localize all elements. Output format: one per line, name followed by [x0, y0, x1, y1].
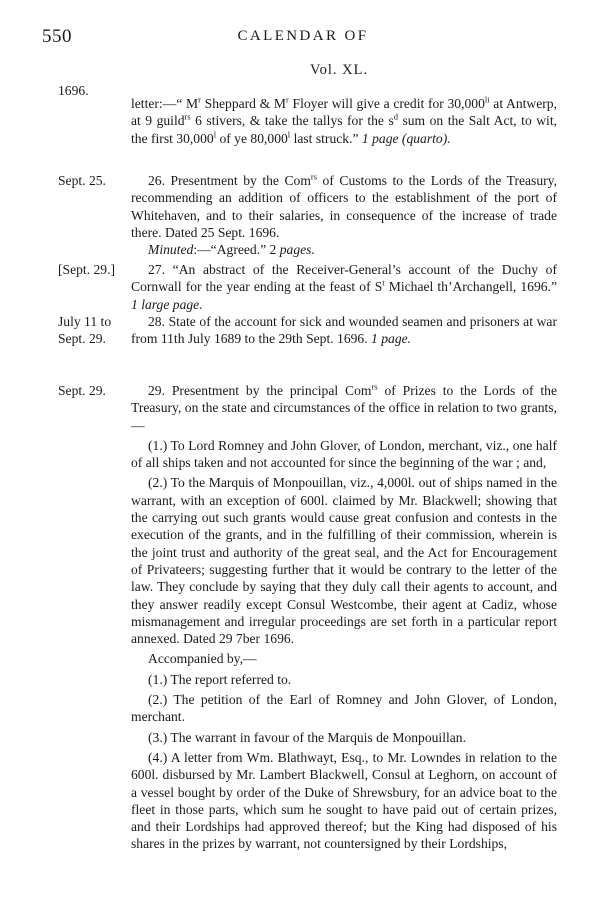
superscript: rs	[184, 111, 191, 122]
page-header	[0, 26, 606, 50]
text-run: at Antwerp, at 9 guild	[131, 96, 557, 129]
entry-text	[131, 382, 557, 434]
text-run: Sheppard & M	[200, 96, 286, 111]
entry-text	[131, 95, 557, 147]
text-run: 29. Presentment by the principal Com	[148, 383, 372, 398]
superscript: rs	[371, 381, 378, 392]
entry-text	[131, 172, 557, 241]
superscript: d	[393, 111, 398, 122]
entry-date: Sept. 25.	[58, 173, 106, 188]
text-run: 6 stivers, & take the tallys for the s	[190, 113, 394, 129]
text-run: sum on the Salt Act, to wit, the first 30,000	[131, 113, 557, 146]
page-count: 1 large page.	[131, 296, 203, 312]
enclosure-3: (3.) The warrant in favour of the Marquis de Monpouillan.	[148, 729, 466, 745]
text-run: of Customs to the Lords of the Treasury, recommending an addition of officers to the establishment of the port of Whitehaven, and to their salaries, in consequence of the increase of trade there. Dated 25 Sept. 1696.	[131, 173, 557, 240]
superscript: t	[382, 277, 385, 288]
superscript: l	[287, 129, 291, 140]
superscript: l	[213, 129, 217, 140]
entry-date-end: Sept. 29.	[58, 331, 106, 346]
grant-1: (1.) To Lord Romney and John Glover, of London, merchant, viz., one half of all ships taken and not accounted for since the beginning of the war ; and,	[131, 437, 557, 471]
enclosure-2: (2.) The petition of the Earl of Romney and John Glover, of London, merchant.	[131, 692, 557, 725]
page-count: 1 page.	[371, 331, 412, 347]
entry-date: July 11 to	[58, 314, 112, 329]
page-number: 550	[42, 26, 72, 47]
text-run: 28. State of the account for sick and wounded seamen and prisoners at war from 11th July 1689 to the 29th Sept. 1696.	[131, 314, 557, 347]
minute-label: Minuted	[148, 242, 194, 258]
accompanied-by: Accompanied by,—	[148, 651, 257, 667]
text-run: last struck.”	[290, 130, 362, 146]
text-run: of Prizes to the Lords of the Treasury, on the state and circumstances of the office in relation to two grants,—	[131, 383, 557, 433]
minute-pages: pages.	[279, 242, 315, 258]
text-run: letter:—“ M	[131, 96, 199, 111]
superscript: li	[484, 94, 490, 105]
text-run: 26. Presentment by the Com	[148, 173, 311, 188]
running-title: CALENDAR OF	[237, 28, 369, 44]
entry-26	[131, 172, 557, 258]
grant-2: (2.) To the Marquis of Monpouillan, viz., 4,000l. out of ships named in the warrant, with an exception of 600l. claimed by Mr. Blackwell; showing that the carrying out such grants would cause great confusion and contests in the execution of the grants, and in the fulfilling of their commission, wherein is the joint trust and authority of the great seal, and the Act for Encouragement of Privateers; suggesting further that it would be contrary to the letter of the law. They conclude by saying that they duly call their agents to account, and they answer readily except Consul Westcombe, their agent at Cadiz, whose mismanagement and irregular proceedings are set forth in a particular report annexed. Dated 29 7ber 1696.	[131, 475, 557, 647]
entry-date: [Sept. 29.]	[58, 262, 116, 277]
enclosure-4: (4.) A letter from Wm. Blathwayt, Esq., to Mr. Lowndes in relation to the 600l. disbursed by Mr. Lambert Blackwell, Consul at Leghorn, on account of a vessel bought by order of the Duke of Shrewsbury, for an advice boat to the fleet in those parts, which sum he sought to have paid out of certain prizes, and their Lordships had approved thereof; but the King had disposed of his shares in the prizes by warrant, not countersigned by their Lordships,	[131, 749, 557, 852]
text-run: 27. “An abstract of the Receiver-General’s account of the Duchy of Cornwall for the year ending at the feast of S	[131, 262, 557, 295]
superscript: r	[286, 94, 289, 105]
text-run: Michael th’Archangell, 1696.”	[384, 279, 557, 295]
page-count: 1 page (quarto).	[361, 130, 451, 146]
entry-27	[131, 261, 557, 313]
entry-text	[131, 261, 557, 313]
year-margin-note: 1696.	[58, 83, 89, 98]
enclosure-1: (1.) The report referred to.	[148, 671, 292, 687]
entry-date: Sept. 29.	[58, 383, 106, 398]
minute-text: :—“Agreed.” 2	[193, 242, 280, 258]
entry-text	[131, 313, 557, 348]
entry-28	[131, 313, 557, 348]
entry-29	[131, 382, 557, 853]
entry-minute	[131, 241, 557, 258]
superscript: r	[198, 94, 201, 105]
text-run: of ye 80,000	[216, 130, 288, 146]
volume-label: Vol. XL.	[310, 62, 369, 78]
text-run: Floyer will give a credit for 30,000	[288, 96, 485, 111]
superscript: rs	[310, 171, 318, 182]
entry-continuation	[131, 95, 557, 147]
